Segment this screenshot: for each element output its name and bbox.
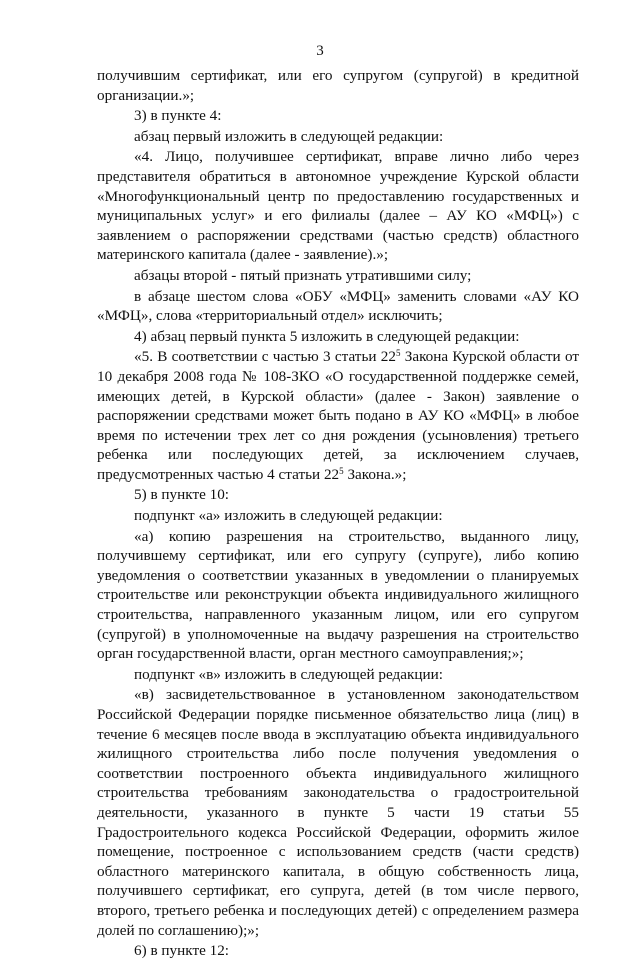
item-3-heading: 3) в пункте 4: (134, 107, 222, 125)
paragraph-instruction: в абзаце шестом слова «ОБУ «МФЦ» заменить словами «АУ КО «МФЦ», слова «территориальный отдел» исключить; (97, 287, 579, 325)
quoted-subclause-a: «а) копию разрешения на строительство, выданного лицу, получившему сертификат, или его супругу (супруге), либо копию уведомления о соответствии указанных в уведомлении о планируемых строительстве или реконструкции объекта индивидуального жилищного строительства, направленного указанным лицом, или его супругом (супругой) в уполномоченные на выдачу разрешения на строительство орган государственной власти, орган местного самоуправления;»; (97, 527, 579, 663)
item-6-heading: 6) в пункте 12: (134, 942, 230, 960)
paragraph-continuation: получившим сертификат, или его супругом (супругой) в кредитной организации.»; (97, 67, 579, 104)
quoted-subclause-v: «в) засвидетельствованное в установленном законодательством Российской Федерации порядке письменное обязательство лица (лиц) в течение 6 месяцев после ввода в эксплуатацию объекта индивидуального жилищного строительства либо после получения уведомления о соответствии построенного объекта индивидуального жилищного строительства требованиям законодательства о градостроительной деятельности, указанного в пункте 5 части 19 статьи 55 Градостроительного кодекса Российской Федерации, оформить жилое помещение, построенное с использованием средств (части средств) областного материнского капитала, в общую собственность лица, получившего сертификат, его супруга, детей (в том числе первого, второго, третьего ребенка и последующих детей) с определением размера долей по соглашению);»; (97, 686, 579, 939)
paragraph-instruction: подпункт «в» изложить в следующей редакции: (134, 665, 443, 683)
paragraph-instruction: абзацы второй - пятый признать утратившими силу; (134, 266, 472, 284)
page-number: 3 (316, 43, 324, 59)
document-body (97, 66, 579, 962)
paragraph-instruction: абзац первый изложить в следующей редакции: (134, 127, 444, 145)
item-4-heading: 4) абзац первый пункта 5 изложить в следующей редакции: (134, 327, 520, 345)
quoted-clause-5: «5. В соответствии с частью 3 статьи $22^5$ Закона Курской области от 10 декабря 2008 года № 108-ЗКО «О государственной поддержке семей, имеющих детей, в Курской области» (далее - Закон) заявление о распоряжении средствами может быть подано в АУ КО «МФЦ» в любое время по истечении трех лет со дня рождения (усыновления) третьего ребенка или последующих детей, за исключением случаев, предусмотренных частью 4 статьи $22^5$ Закона.»; (97, 348, 579, 483)
paragraph-instruction: подпункт «а» изложить в следующей редакции: (134, 507, 443, 525)
quoted-clause-4: «4. Лицо, получившее сертификат, вправе лично либо через представителя обратиться в автономное учреждение Курской области «Многофункциональный центр по предоставлению государственных и муниципальных услуг» и его филиалы (далее – АУ КО «МФЦ») с заявлением о распоряжении средствами (частью средств) областного материнского капитала (далее - заявление).»; (97, 148, 579, 264)
item-5-heading: 5) в пункте 10: (134, 486, 230, 504)
